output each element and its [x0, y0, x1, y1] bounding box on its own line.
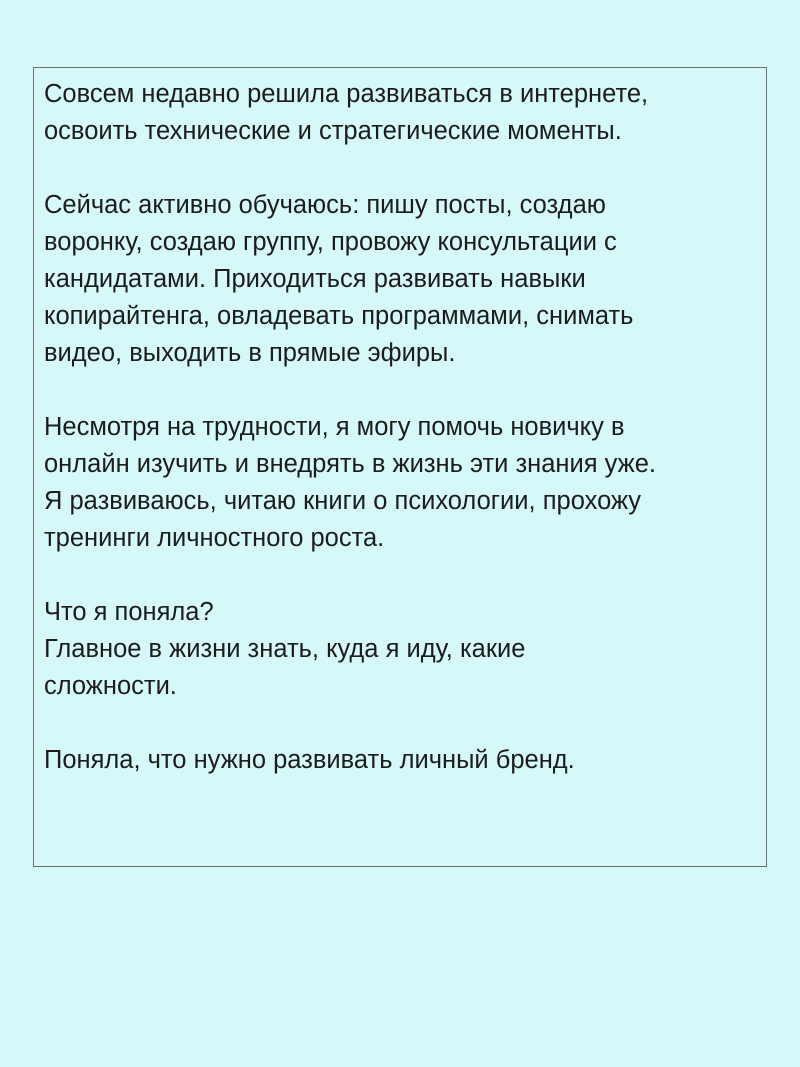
- text-line: Несмотря на трудности, я могу помочь новичку в: [44, 413, 625, 441]
- text-box: [33, 67, 767, 867]
- paragraph-help: [44, 409, 766, 557]
- text-line: Главное в жизни знать, куда я иду, какие: [44, 635, 526, 663]
- text-line: Что я поняла?: [44, 598, 214, 626]
- text-line: онлайн изучить и внедрять в жизнь эти знания уже.: [44, 450, 656, 478]
- text-line: тренинги личностного роста.: [44, 524, 385, 552]
- text-line: Сейчас активно обучаюсь: пишу посты, создаю: [44, 191, 606, 219]
- text-line: Поняла, что нужно развивать личный бренд.: [44, 746, 575, 774]
- paragraph-insight: [44, 594, 766, 705]
- text-line: кандидатами. Приходиться развивать навыки: [44, 265, 586, 293]
- text-line: освоить технические и стратегические моменты.: [44, 117, 622, 145]
- text-line: Я развиваюсь, читаю книги о психологии, прохожу: [44, 487, 642, 515]
- text-line: воронку, создаю группу, провожу консультации с: [44, 228, 617, 256]
- text-line: копирайтенга, овладевать программами, снимать: [44, 302, 634, 330]
- paragraph-conclusion: [44, 742, 766, 779]
- text-line: Совсем недавно решила развиваться в интернете,: [44, 80, 649, 108]
- text-line: видео, выходить в прямые эфиры.: [44, 339, 456, 367]
- paragraph-learning: [44, 187, 766, 372]
- text-line: сложности.: [44, 672, 177, 700]
- paragraph-intro: [44, 76, 766, 150]
